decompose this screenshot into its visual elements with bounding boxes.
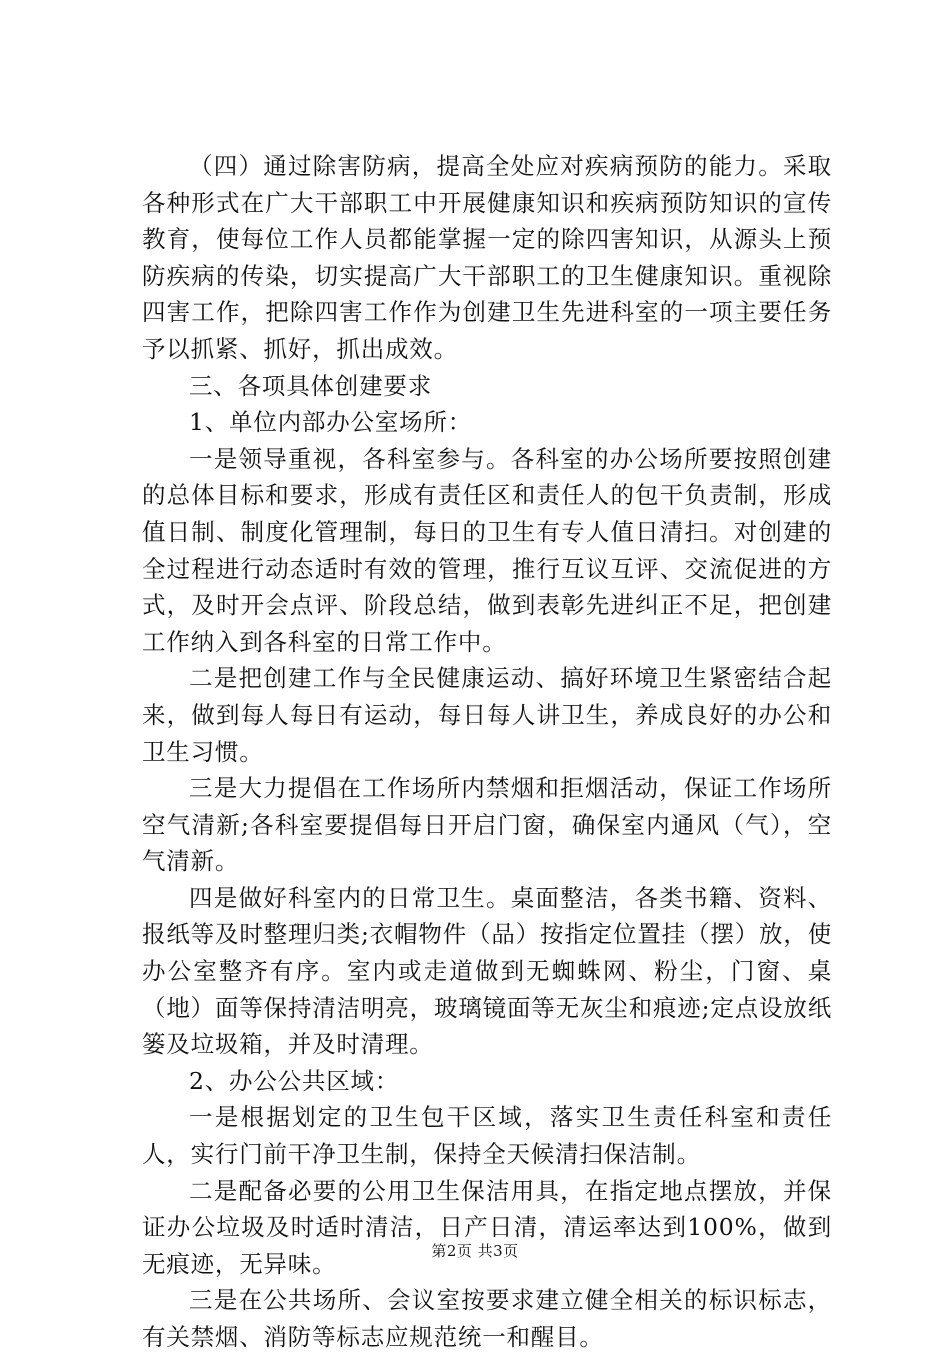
subheading-public-area: 2、办公公共区域： [189,1066,400,1095]
document-body [142,148,832,1356]
paragraph-section-four: （四）通过除害防病，提高全处应对疾病预防的能力。采取各种形式在广大干部职工中开展健康知识和疾病预防知识的宣传教育，使每位工作人员都能掌握一定的除四害知识，从源头上预防疾病的传染，切实提高广大干部职工的卫生健康知识。重视除四害工作，把除四害工作作为创建卫生先进科室的一项主要任务予以抓紧、抓好，抓出成效。 [142,152,832,363]
page-number-footer: 第2页 共3页 [431,1242,519,1260]
heading-section-three: 三、各项具体创建要求 [189,371,432,400]
paragraph-public-three: 三是在公共场所、会议室按要求建立健全相关的标识标志，有关禁烟、消防等标志应规范统一和醒目。 [142,1286,832,1351]
paragraph-item-three: 三是大力提倡在工作场所内禁烟和拒烟活动，保证工作场所空气清新;各科室要提倡每日开启门窗，确保室内通风（气），空气清新。 [142,774,832,876]
paragraph-item-one: 一是领导重视，各科室参与。各科室的办公场所要按照创建的总体目标和要求，形成有责任区和责任人的包干负责制，形成值日制、制度化管理制，每日的卫生有专人值日清扫。对创建的全过程进行动态适时有效的管理，推行互议互评、交流促进的方式，及时开会点评、阶段总结，做到表彰先进纠正不足，把创建工作纳入到各科室的日常工作中。 [142,444,832,656]
paragraph-item-two: 二是把创建工作与全民健康运动、搞好环境卫生紧密结合起来，做到每人每日有运动，每日每人讲卫生，养成良好的办公和卫生习惯。 [142,664,832,766]
paragraph-public-one: 一是根据划定的卫生包干区域，落实卫生责任科室和责任人，实行门前干净卫生制，保持全天候清扫保洁制。 [142,1103,832,1169]
paragraph-public-two: 二是配备必要的公用卫生保洁用具，在指定地点摆放，并保证办公垃圾及时适时清洁，日产日清，清运率达到100%，做到无痕迹，无异味。 [142,1176,832,1278]
paragraph-item-four: 四是做好科室内的日常卫生。桌面整洁，各类书籍、资料、报纸等及时整理归类;衣帽物件（品）按指定位置挂（摆）放，使办公室整齐有序。室内或走道做到无蜘蛛网、粉尘，门窗、桌（地）面等保持清洁明亮，玻璃镜面等无灰尘和痕迹;定点设放纸篓及垃圾箱，并及时清理。 [142,883,832,1059]
subheading-office-space: 1、单位内部办公室场所： [189,408,473,437]
